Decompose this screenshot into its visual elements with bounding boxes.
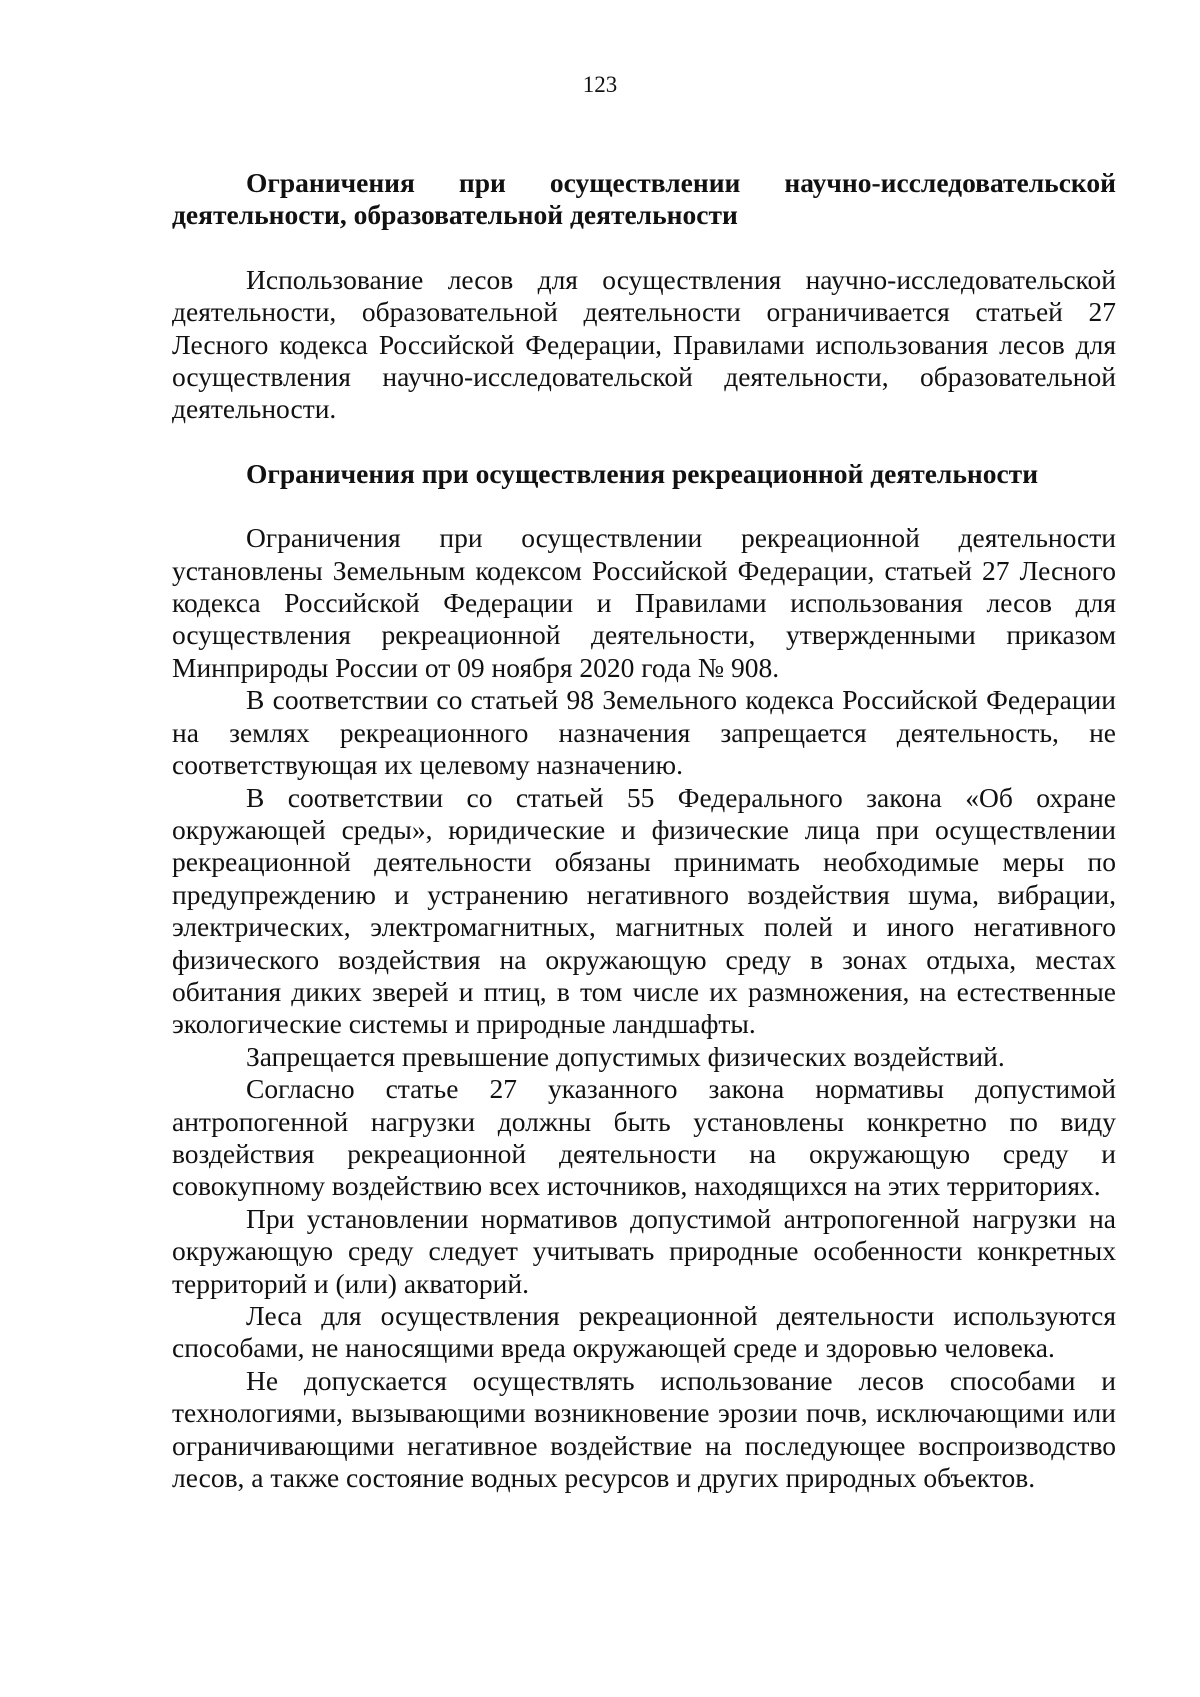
paragraph: Согласно статье 27 указанного закона нормативы допустимой антропогенной нагрузки должны быть установлены конкретно по виду воздействия рекреационной деятельности на окружающую среду и совокупному воздействию всех источников, находящихся на этих территориях. [172, 1073, 1116, 1202]
paragraph: Использование лесов для осуществления научно-исследовательской деятельности, образовательной деятельности ограничивается статьей 27 Лесного кодекса Российской Федерации, Правилами использования лесов для осуществления научно-исследовательской деятельности, образовательной деятельности. [172, 263, 1116, 425]
paragraph: Запрещается превышение допустимых физических воздействий. [246, 1040, 1005, 1072]
document-body [172, 167, 1116, 1494]
section-heading-recreation: Ограничения при осуществления рекреационной деятельности [246, 457, 1039, 489]
section-heading-research: Ограничения при осуществлении научно-исследовательской деятельности, образовательной деятельности [172, 167, 1116, 231]
page-number: 123 [582, 72, 618, 97]
paragraph: Ограничения при осуществлении рекреационной деятельности установлены Земельным кодексом Российской Федерации, статьей 27 Лесного кодекса Российской Федерации и Правилами использования лесов для осуществления рекреационной деятельности, утвержденными приказом Минприроды России от 09 ноября 2020 года № 908. [172, 522, 1116, 683]
paragraph: Не допускается осуществлять использование лесов способами и технологиями, вызывающими возникновение эрозии почв, исключающими или ограничивающими негативное воздействие на последующее воспроизводство лесов, а также состояние водных ресурсов и других природных объектов. [172, 1364, 1116, 1494]
paragraph: В соответствии со статьей 55 Федерального закона «Об охране окружающей среды», юридические и физические лица при осуществлении рекреационной деятельности обязаны принимать необходимые меры по предупреждению и устранению негативного воздействия шума, вибрации, электрических, электромагнитных, магнитных полей и иного негативного физического воздействия на окружающую среду в зонах отдыха, местах обитания диких зверей и птиц, в том числе их размножения, на естественные экологические системы и природные ландшафты. [172, 781, 1116, 1040]
paragraph: Леса для осуществления рекреационной деятельности используются способами, не наносящими вреда окружающей среде и здоровью человека. [172, 1300, 1116, 1364]
paragraph: При установлении нормативов допустимой антропогенной нагрузки на окружающую среду следует учитывать природные особенности конкретных территорий и (или) акваторий. [172, 1202, 1116, 1299]
paragraph: В соответствии со статьей 98 Земельного кодекса Российской Федерации на землях рекреационного назначения запрещается деятельность, не соответствующая их целевому назначению. [172, 684, 1116, 781]
